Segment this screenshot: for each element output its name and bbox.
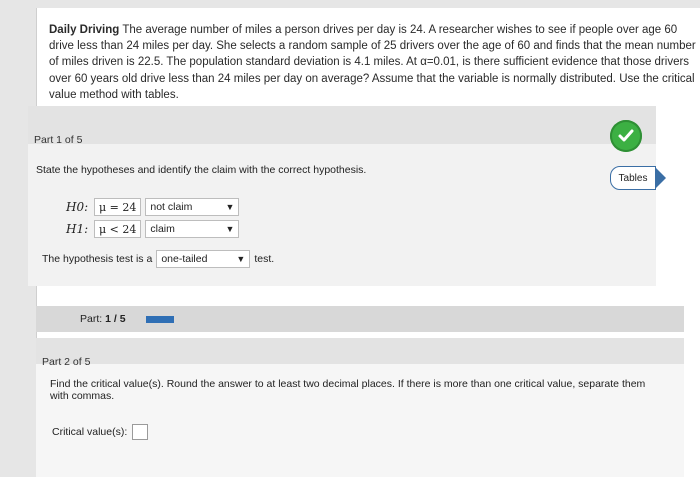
progress-bar xyxy=(36,306,684,332)
part2-instruction: Find the critical value(s). Round the answer to at least two decimal places. If there is more than one critical value, separate them with commas. xyxy=(50,378,646,402)
part1-header xyxy=(28,106,656,144)
problem-statement xyxy=(49,22,697,103)
progress-fill xyxy=(146,316,174,323)
critical-value-row xyxy=(52,424,148,440)
h1-claim-select-value: claim xyxy=(150,223,175,235)
part1-label: Part 1 of 5 xyxy=(34,134,83,146)
part1-panel xyxy=(28,106,656,286)
h1-claim-select[interactable] xyxy=(145,220,239,238)
part1-instruction: State the hypotheses and identify the claim with the correct hypothesis. xyxy=(36,164,367,176)
critical-value-label: Critical value(s): xyxy=(52,426,128,438)
test-suffix: test. xyxy=(254,253,275,265)
h0-claim-select[interactable] xyxy=(145,198,239,216)
h1-row xyxy=(66,220,239,238)
dropdown-arrow-icon: ▼ xyxy=(225,202,235,212)
test-type-select[interactable] xyxy=(156,250,250,268)
test-type-line xyxy=(42,250,274,268)
problem-text: The average number of miles a person drives per day is 24. A researcher wishes to see if people over age 60 drive less than 24 miles per day. She selects a random sample of 25 drivers over the age of 60 and finds that the mean number of miles driven is 22.5. The population standard deviation is 4.1 miles. At α=0.01, is there sufficient evidence that those drivers over 60 years old drive less than 24 miles per day on average? Assume that the variable is normally distributed. Use the critical value method with tables. xyxy=(49,24,696,101)
dropdown-arrow-icon: ▼ xyxy=(225,224,235,234)
h1-value[interactable]: μ < 24 xyxy=(94,220,141,238)
part2-header xyxy=(36,338,684,364)
tables-button-label: Tables xyxy=(618,172,648,184)
h0-label: H0: xyxy=(66,200,89,214)
part2-label: Part 2 of 5 xyxy=(42,356,91,368)
test-type-select-value: one-tailed xyxy=(161,253,208,265)
h1-label: H1: xyxy=(66,222,89,236)
test-prefix: The hypothesis test is a xyxy=(42,253,153,265)
progress-label: Part: xyxy=(80,313,103,325)
critical-value-input[interactable] xyxy=(132,424,148,440)
h0-row xyxy=(66,198,239,216)
part2-panel xyxy=(36,338,684,477)
h0-claim-select-value: not claim xyxy=(150,201,193,213)
problem-title: Daily Driving xyxy=(49,24,120,36)
tables-button[interactable] xyxy=(610,166,656,190)
progress-value: 1 / 5 xyxy=(105,313,126,325)
h0-value[interactable]: μ = 24 xyxy=(94,198,141,216)
dropdown-arrow-icon: ▼ xyxy=(236,254,246,264)
check-icon xyxy=(610,120,642,152)
progress-text xyxy=(80,313,126,325)
